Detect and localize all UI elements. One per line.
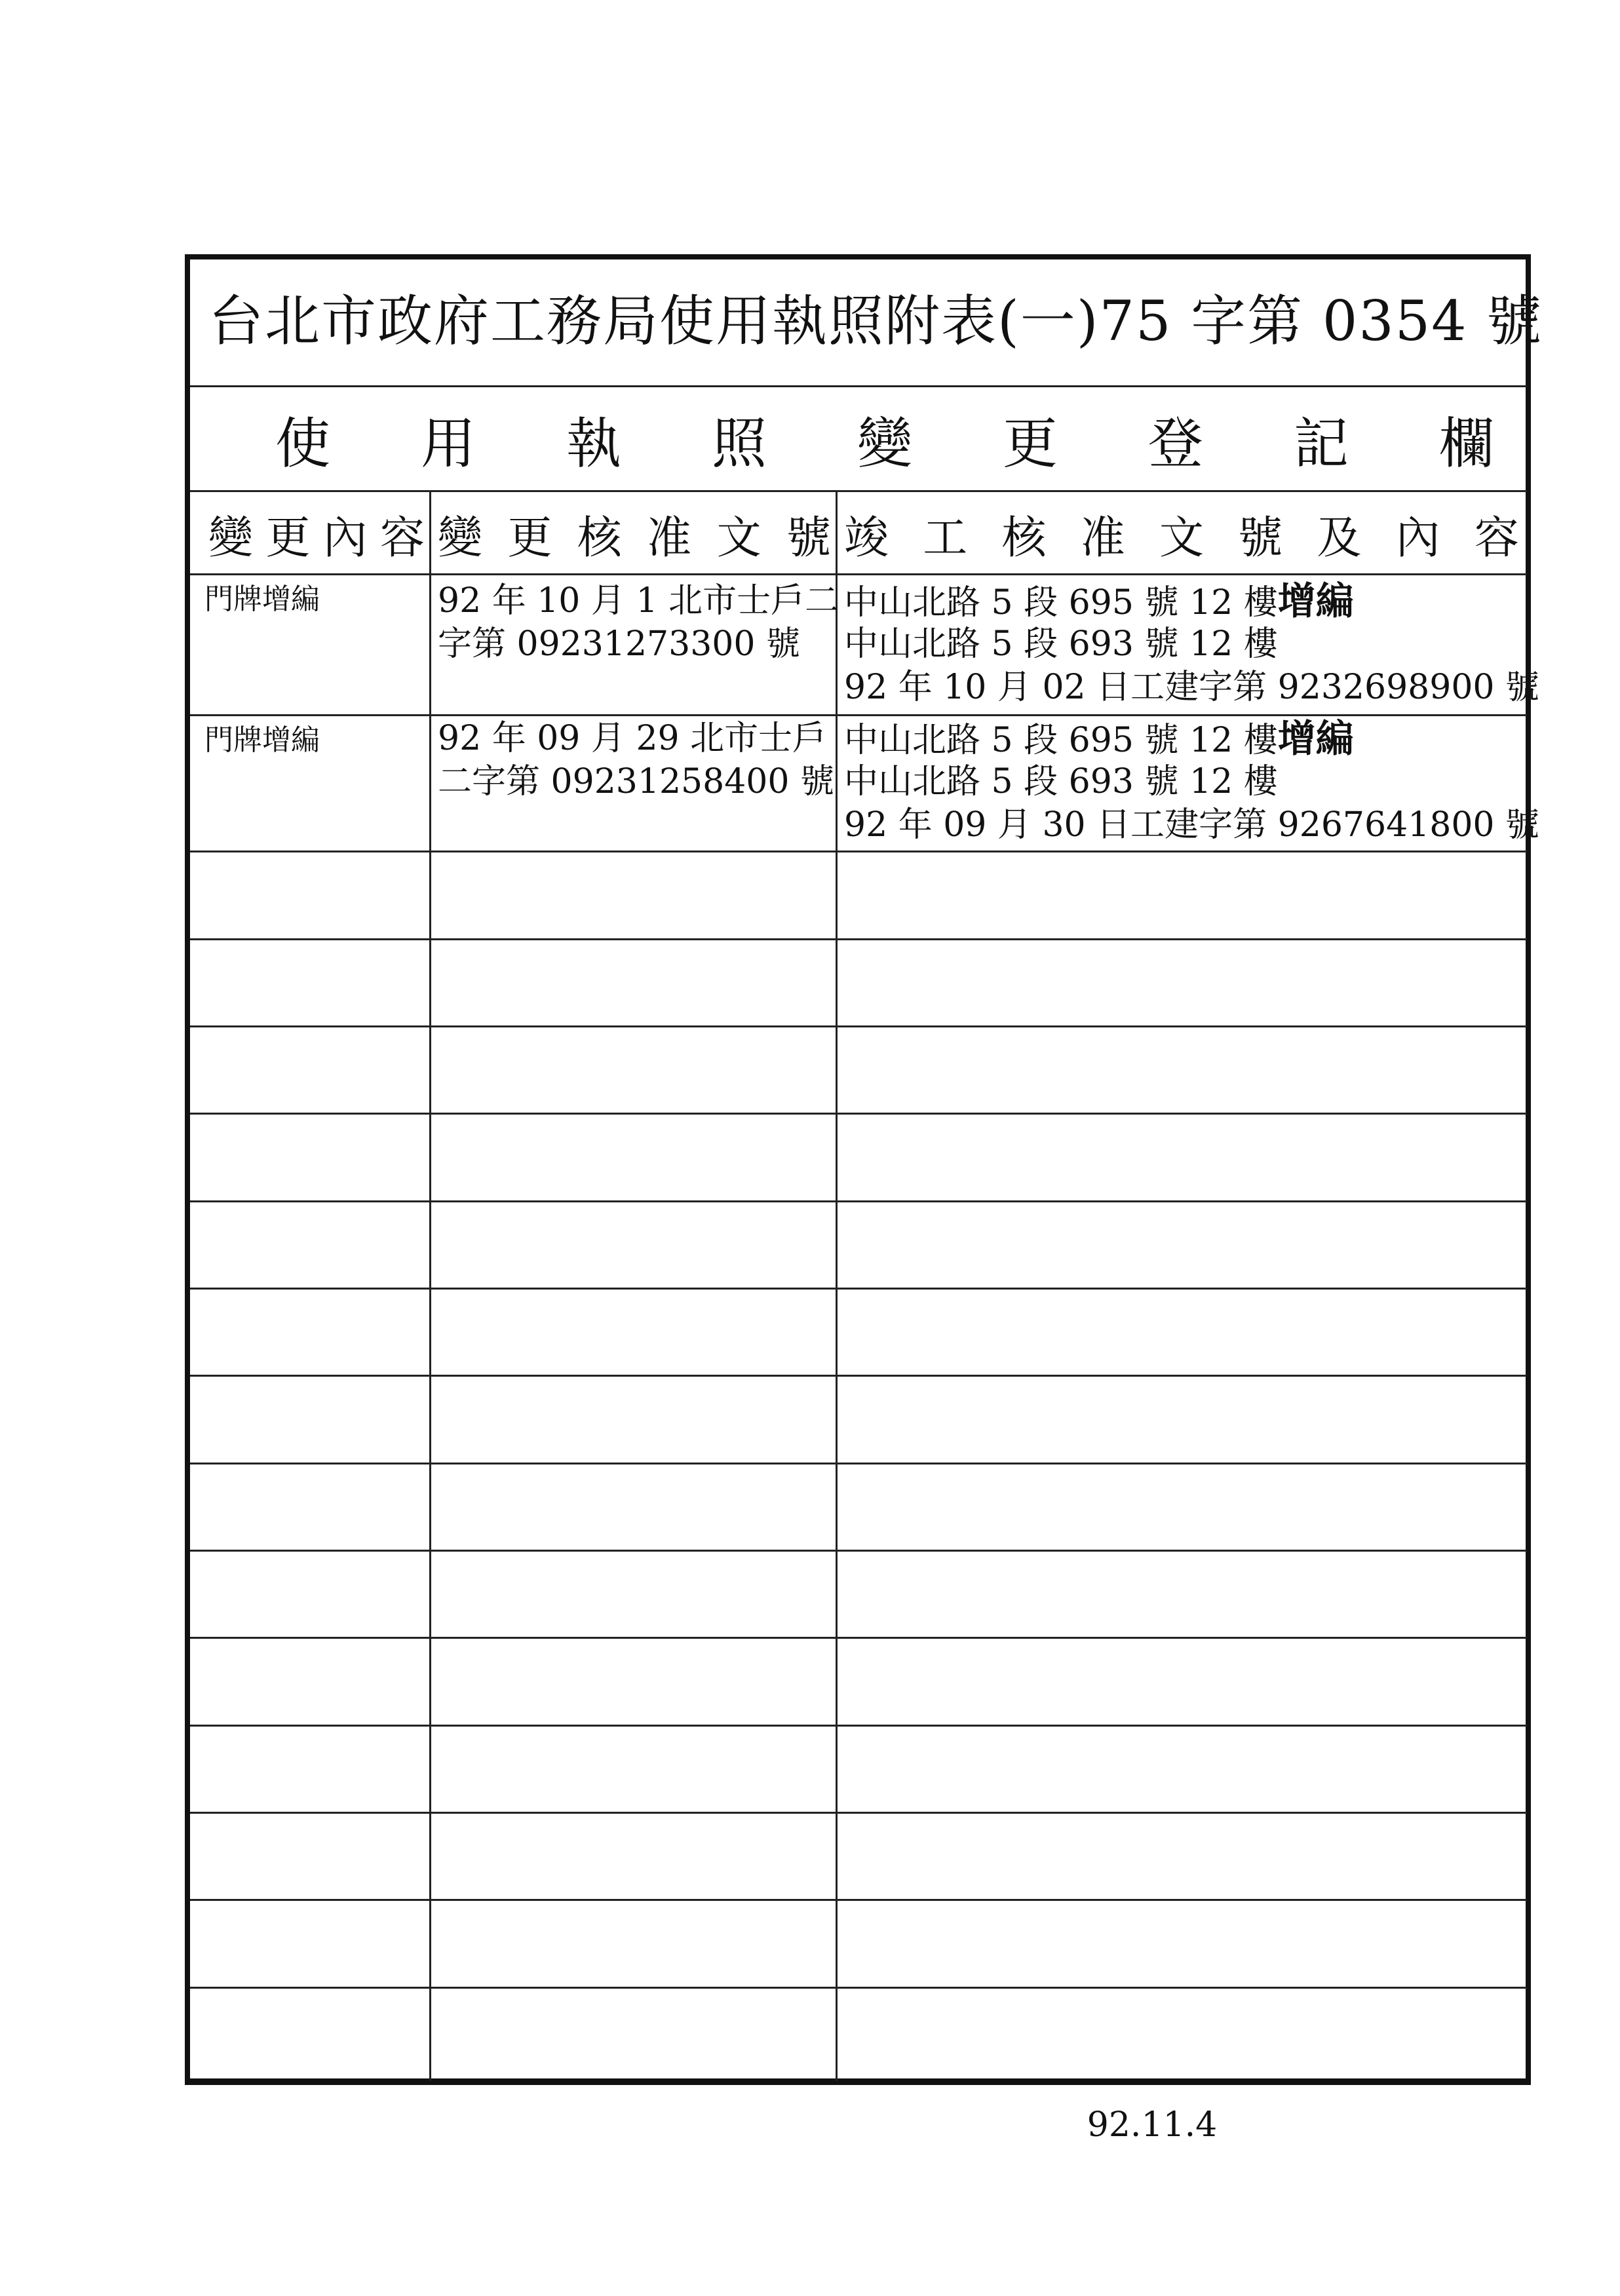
banner-char: 記: [1293, 411, 1349, 476]
rule-empty-9: [190, 1637, 1527, 1639]
rule-empty-2: [190, 1025, 1527, 1027]
rule-empty-7: [190, 1463, 1527, 1464]
added-number-mark: 增編: [1277, 579, 1354, 623]
banner-char: 用: [420, 411, 476, 476]
rule-header-bottom: [190, 573, 1527, 575]
banner-char: 登: [1148, 411, 1203, 476]
rule-empty-10: [190, 1725, 1527, 1727]
banner-char: 變: [857, 411, 912, 476]
rule-empty-4: [190, 1200, 1527, 1202]
row1-completion-details: 中山北路 5 段 695 號 12 樓增編 中山北路 5 段 693 號 12 樓 92 年 10 月 02 日工建字第 9232698900 號: [844, 579, 1540, 707]
rule-empty-11: [190, 1812, 1527, 1814]
column-divider-1: [429, 490, 431, 2081]
banner-char: 照: [711, 411, 767, 476]
permit-title: 台北市政府工務局使用執照附表(一)75 字第 0354 號: [208, 289, 1543, 353]
rule-empty-3: [190, 1113, 1527, 1115]
row2-change-content: 門牌增編: [204, 723, 320, 757]
banner-char: 更: [1002, 411, 1058, 476]
footer-date: 92.11.4: [1087, 2105, 1218, 2145]
header-completion-approval: 竣 工 核 准 文 號 及 內 容: [844, 512, 1519, 564]
header-change-content: 變 更 內 容: [208, 512, 425, 564]
rule-empty-12: [190, 1899, 1527, 1901]
banner-char: 欄: [1438, 411, 1494, 476]
row2-approval-number: 92 年 09 月 29 北市士戶 二字第 09231258400 號: [438, 719, 834, 801]
rule-empty-5: [190, 1288, 1527, 1290]
rule-banner-bottom: [190, 490, 1527, 492]
column-divider-2: [836, 490, 838, 2081]
rule-empty-6: [190, 1375, 1527, 1377]
row1-approval-number: 92 年 10 月 1 北市士戶二 字第 09231273300 號: [438, 581, 839, 664]
rule-empty-8: [190, 1550, 1527, 1552]
added-number-mark: 增編: [1277, 716, 1354, 761]
rule-empty-1: [190, 938, 1527, 940]
rule-row2-bottom: [190, 851, 1527, 852]
row2-completion-details: 中山北路 5 段 695 號 12 樓增編 中山北路 5 段 693 號 12 樓 92 年 09 月 30 日工建字第 9267641800 號: [844, 716, 1540, 845]
rule-title-bottom: [190, 385, 1527, 387]
banner-char: 使: [275, 411, 331, 476]
rule-empty-13: [190, 1987, 1527, 1989]
banner-char: 執: [566, 411, 621, 476]
change-register-banner: [275, 393, 1494, 485]
header-change-approval-number: 變 更 核 准 文 號: [438, 512, 831, 564]
row1-change-content: 門牌增編: [204, 583, 320, 616]
